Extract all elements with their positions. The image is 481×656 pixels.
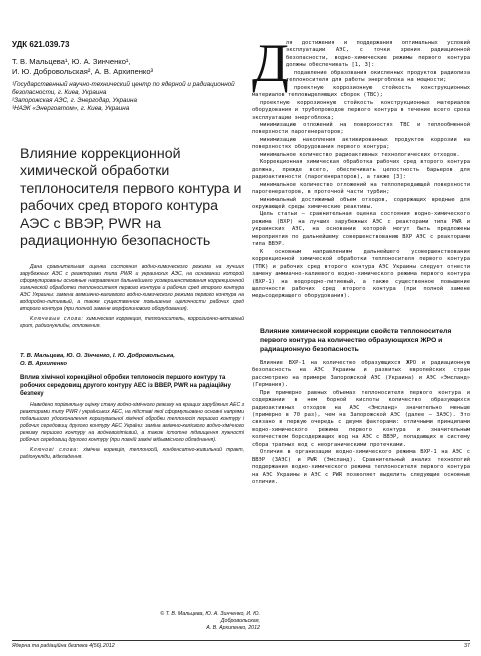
intro-item: минимизацию накопления активированных продуктов коррозии на поверхностях оборудования первого контура; — [252, 136, 470, 151]
udc-code: УДК 621.039.73 — [12, 40, 70, 49]
second-item: минимальное количество отложений на теплопередающей поверхности парогенераторов, в проточной части турбин; — [252, 181, 470, 196]
keywords — [20, 316, 244, 330]
ua-keywords-text: хімічна корекція, теплоносій, конденсатно-живильний тракт, радіонукліди, відкладення. — [20, 447, 244, 461]
copyright-line: © Т. В. Мальцева, Ю. А. Зинченко, И. Ю. Добровольская, — [160, 611, 260, 624]
authors-line: Т. В. Мальцева¹, Ю. А. Зинченко¹, — [12, 57, 131, 66]
intro-item: минимальное количество радиоактивных технологических отходов. — [260, 151, 460, 158]
second-paragraph: Коррекционная химическая обработка рабочих сред второго контура должна, прежде всего, обеспечивать целостность барьеров для радиоактивности (парогенераторов), а также [3]: — [252, 159, 470, 181]
section-gap — [252, 301, 470, 327]
ua-title: Вплив хімічної корекційної обробки теплоносія першого контуру та робочих середовищ другого контуру АЕС із ВВЕР, PWR на радіаційну безпеку — [20, 374, 231, 398]
body-paragraph: При примерно равных объемах теплоносителя первого контура и содержании в нем борной кислоты количество образующихся радиоактивных отходов на АЭС «Эмсланд» значительно меньше (примерно в 70 раз), чем на Запорожской АЭС (далее — ЗАЭС). Это связано в первую очередь с двумя факторами: отличными принципами водно-химического режима первого контура и значительным количеством борсодержащих вод на АЭС с ВВЭР, попадающих в систему сбора трапных вод с неорганическими протечками. — [252, 389, 470, 448]
affiliation: ³НАЭК «Энергоатом», г. Киев, Украина — [12, 105, 130, 112]
intro-item: проектную коррозионную стойкость конструкционных материалов тепловыделяющих сборок (ТВС); — [252, 84, 470, 99]
section-heading: Влияние химической коррекции свойств теплоносителя первого контура на количество образующихся ЖРО и радиационную безопасность — [260, 327, 452, 353]
abstract-block — [12, 264, 244, 461]
intro-paragraph: ля достижения и поддержания оптимальных условий эксплуатации АЭС, с точки зрения радиационной безопасности, водно-химические режимы первого контура должны обеспечивать [1, 3]: — [286, 40, 470, 69]
abstract: Дана сравнительная оценка состояния водно-химического режима на лучших зарубежных АЭС с реакторами типа PWR и украинских АЭС, на основании которой сформулированы основные направления дальнейшего усовершенствования коррекционной химической обработки теплоносителя первого контура и рабочих сред второго контура АЭС Украины: замена аммиачно-калиевого водно-химического режима первого контура на водородно-литиевый, а также существенное повышение щелочности рабочих сред второго контура (при полной замене морфолинового оборудования). — [20, 264, 244, 313]
second-item: минимальный достижимый объем отходов, содержащих вредные для окружающей среды химические реактивы. — [252, 196, 470, 210]
body-paragraph: Влияние ВХР-1 на количество образующихся ЖРО и радиационную безопасность на АЭС Украины и развитых европейских стран рассмотрено на примере Запорожской АЭС (Украина) и АЭС «Эмсланд» (Германия). — [252, 359, 470, 389]
left-column — [12, 40, 244, 461]
affiliation: ²Запорожская АЭС, г. Энергодар, Украина — [12, 97, 137, 104]
goal-paragraph: Цель статьи — сравнительная оценка состояния водно-химического режима (ВХР) на лучших зарубежных АЭС с реакторами типа PWR и украинских АЭС, на основании которой могут быть предложены мероприятия по дальнейшему совершенствованию ВХР АЭС с реакторами типа ВВЭР. — [252, 211, 470, 248]
keywords-label: Ключевые слова: — [30, 316, 84, 323]
copyright-line: А. В. Архипенко, 2012 — [206, 625, 260, 631]
body-paragraph: Отличия в организации водно-химического режима ВХР-1 на АЭС с ВВЭР (ЗАЭС) и PWR (Эмсланд). Сравнительный анализ технологий поддержания водно-химического режима теплоносителя первого контура на АЭС Украины и АЭС с PWR позволяет выделить следующие основные отличия. — [252, 449, 470, 486]
intro-item: подавление образования окисленных продуктов радиолиза теплоносителя для работы энергоблока на мощности; — [286, 69, 470, 84]
ua-authors-line: Т. В. Мальцева, Ю. О. Зінченко, І. Ю. Добровольська, — [20, 353, 175, 360]
ua-authors — [20, 352, 244, 368]
ua-keywords-label: Ключові слова: — [30, 447, 80, 454]
ua-abstract: Наведено порівняльну оцінку стану водно-хімічного режиму на кращих зарубіжних АЕС з реакторами типу PWR і українських АЕС, на підставі якої сформульовано основні напрями подальшого удосконалення коригувальної хімічної обробки теплоносія першого контуру і робочих середовищ другого контуру АЕС України: заміна аміачно-калієвого водно-хімічного режиму першого контуру на водневолітієвий, а також істотне підвищення лужності робочих середовищ другого контуру (при повній заміні мідьвмісного обладнання). — [20, 402, 244, 444]
keywords-text: химическая коррекция, теплоноситель, коррозионно-активный грит, радионуклиды, отложения. — [20, 316, 244, 330]
right-column — [252, 33, 470, 487]
article-title: Влияние коррекционной химической обработки теплоносителя первого контура и рабочих сред второго контура АЭС с ВВЭР, PWR на радиационную безопасность — [20, 146, 242, 250]
authors — [12, 57, 244, 77]
journal-name: Ядерна та радіаційна безпека 4(56).2012 — [12, 643, 115, 649]
affiliation: ¹Государственный научно-технический центр по ядерной и радиационной безопасности, г. Киев, Украина — [12, 81, 235, 96]
copyright — [130, 611, 260, 632]
authors-line: И. Ю. Добровольская², А. В. Архипенко³ — [12, 67, 154, 76]
page-number: 37 — [464, 643, 470, 649]
affiliations — [12, 81, 244, 113]
page-footer — [12, 640, 470, 651]
intro-item: проектную коррозионную стойкость конструкционных материалов оборудования и трубопроводов первого контура в течение всего срока эксплуатации энергоблока; — [252, 99, 470, 121]
ua-keywords — [20, 447, 244, 461]
directions-paragraph: К основным направлениям дальнейшего усовершенствования коррекционной химической обработки теплоносителя первого контура (ТПК) и рабочих сред второго контура АЭС Украины следует отнести замену аммиачно-калиевого водно-химического режима первого контура (ВХР-1) на водородно-литиевый, а также существенное повышение щелочности рабочих сред второго контура (при полной замене медьсодержащего оборудования). — [252, 248, 470, 300]
ua-authors-line: О. В. Архипенко — [20, 361, 67, 368]
drop-cap: Д — [252, 33, 289, 93]
intro-item: минимизацию отложений на поверхностях ТВС и теплообменной поверхности парогенераторов; — [252, 121, 470, 136]
